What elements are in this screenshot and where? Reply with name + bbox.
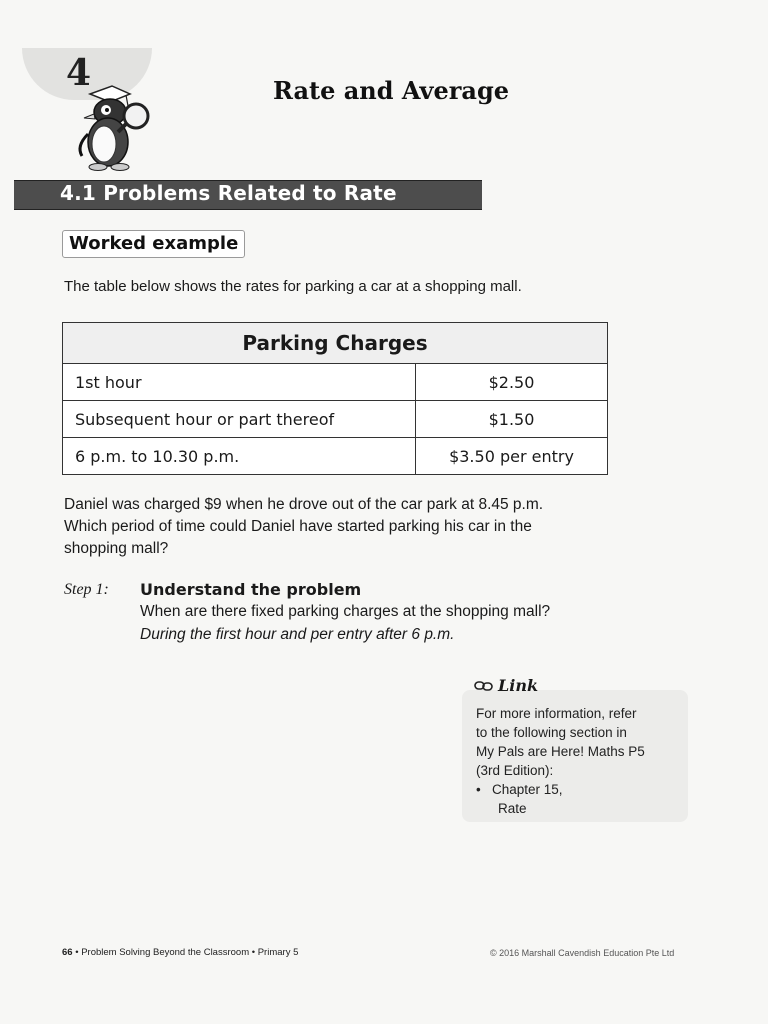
section-title: 4.1 Problems Related to Rate xyxy=(60,181,397,205)
step-title: Understand the problem xyxy=(140,580,362,599)
link-bullet-text: Chapter 15, xyxy=(491,782,563,797)
question-text xyxy=(64,494,684,560)
page-number: 66 xyxy=(62,947,73,958)
table-header: Parking Charges xyxy=(63,323,608,364)
charge-cell: $3.50 per entry xyxy=(416,438,608,475)
step-answer: During the first hour and per entry after 6 p.m. xyxy=(140,626,455,643)
link-bullet-item: • Chapter 15, xyxy=(476,782,563,797)
penguin-mascot-icon xyxy=(62,72,158,172)
link-text xyxy=(476,704,686,818)
link-line: (3rd Edition): xyxy=(476,763,554,778)
link-line: My Pals are Here! Maths P5 xyxy=(476,744,645,759)
question-line: Daniel was charged $9 when he drove out of the car park at 8.45 p.m. xyxy=(64,496,544,513)
period-cell: Subsequent hour or part thereof xyxy=(63,401,416,438)
charge-cell: $1.50 xyxy=(416,401,608,438)
link-line: For more information, refer xyxy=(476,706,637,721)
link-header xyxy=(474,676,538,695)
table-row xyxy=(63,401,608,438)
charge-cell: $2.50 xyxy=(416,364,608,401)
link-chain-icon xyxy=(474,680,494,692)
chapter-number: 4 xyxy=(66,52,92,94)
intro-text: The table below shows the rates for parking a car at a shopping mall. xyxy=(64,278,522,295)
step-label: Step 1: xyxy=(64,581,109,598)
step-question: When are there fixed parking charges at the shopping mall? xyxy=(140,603,551,620)
table-row xyxy=(63,364,608,401)
period-cell: 6 p.m. to 10.30 p.m. xyxy=(63,438,416,475)
chapter-title: Rate and Average xyxy=(273,76,510,105)
link-line: to the following section in xyxy=(476,725,627,740)
footer-copyright: © 2016 Marshall Cavendish Education Pte Ltd xyxy=(490,948,675,958)
footer-book-info: 66 • Problem Solving Beyond the Classroom • Primary 5 xyxy=(62,947,299,958)
link-bullet-continuation: Rate xyxy=(498,801,527,816)
table-header-row xyxy=(63,323,608,364)
link-title: Link xyxy=(498,676,539,695)
footer-book-title: Problem Solving Beyond the Classroom xyxy=(81,947,250,958)
parking-charges-table xyxy=(62,322,608,475)
question-line: Which period of time could Daniel have started parking his car in the xyxy=(64,518,532,535)
worked-example-label: Worked example xyxy=(62,230,245,258)
table-row xyxy=(63,438,608,475)
question-line: shopping mall? xyxy=(64,540,169,557)
period-cell: 1st hour xyxy=(63,364,416,401)
footer-level: Primary 5 xyxy=(257,947,299,958)
